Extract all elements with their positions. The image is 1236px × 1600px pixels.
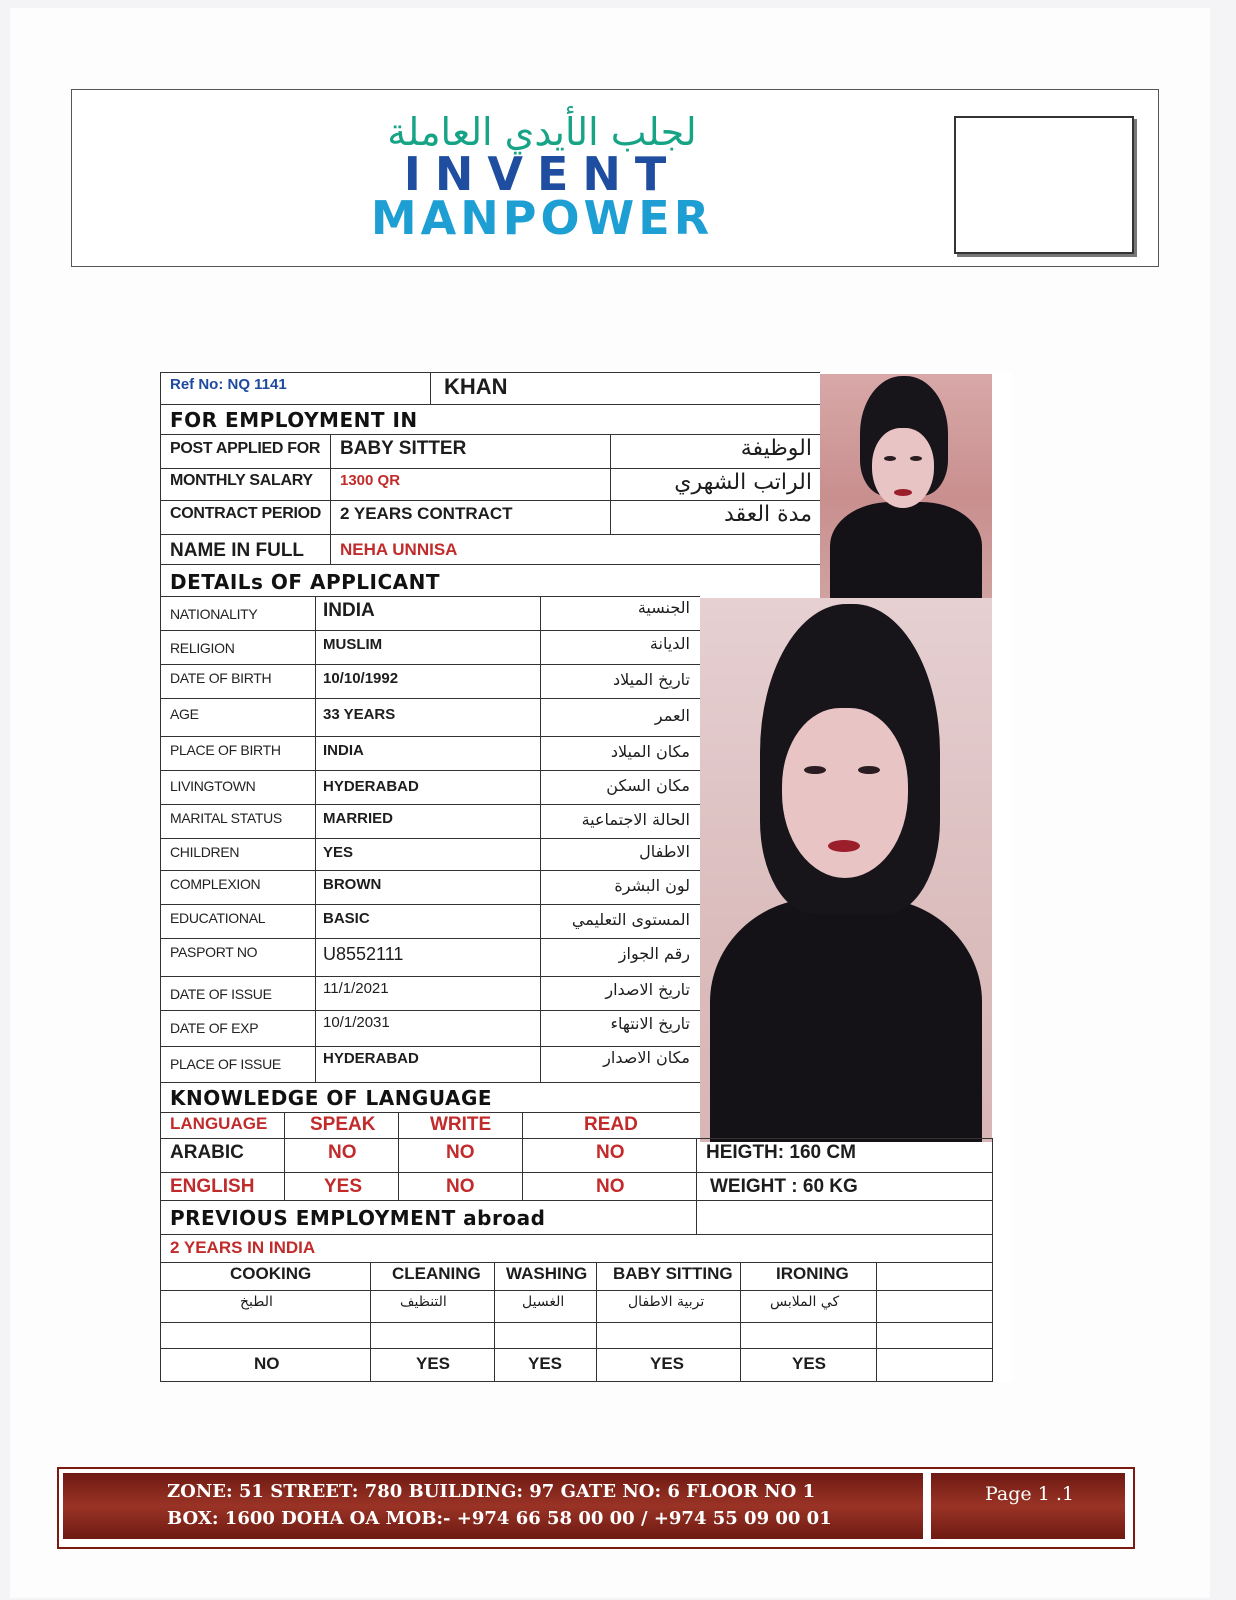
weight-value: WEIGHT : 60 KG: [710, 1176, 858, 1197]
issue-date-label: DATE OF ISSUE: [170, 986, 272, 1002]
religion-label: RELIGION: [170, 640, 235, 656]
section-previous-title: PREVIOUS EMPLOYMENT abroad: [170, 1206, 546, 1230]
skill-cleaning-value: YES: [416, 1354, 451, 1373]
lang-english-speak: YES: [324, 1176, 363, 1197]
address-line-2: BOX: 1600 DOHA OA MOB:- +974 66 58 00 00 / +974 55 09 00 01: [167, 1508, 832, 1529]
lang-header-write: WRITE: [430, 1114, 492, 1135]
dob-value: 10/10/1992: [323, 670, 399, 687]
skill-cleaning: CLEANING: [392, 1264, 481, 1283]
marital-value: MARRIED: [323, 810, 393, 827]
page-number: Page 1 .1: [985, 1483, 1074, 1505]
children-label: CHILDREN: [170, 844, 240, 860]
lang-header-read: READ: [584, 1114, 638, 1135]
skill-baby-sitting: BABY SITTING: [613, 1264, 733, 1283]
birthplace-arabic: مكان الميلاد: [610, 742, 690, 761]
religion-arabic: الديانة: [649, 634, 690, 653]
complexion-label: COMPLEXION: [170, 876, 261, 892]
lang-header-speak: SPEAK: [310, 1114, 376, 1135]
passport-value: U8552111: [323, 944, 404, 964]
nationality-value: INDIA: [323, 600, 375, 621]
applicant-photo-large: [700, 598, 992, 1142]
salary-label: MONTHLY SALARY: [170, 472, 313, 489]
fullname-label: NAME IN FULL: [170, 540, 305, 561]
livingtown-value: HYDERABAD: [323, 778, 419, 795]
skill-cooking-arabic: الطبخ: [240, 1294, 273, 1310]
exp-date-value: 10/1/2031: [323, 1014, 390, 1031]
children-value: YES: [323, 844, 354, 861]
lang-english-write: NO: [446, 1176, 475, 1197]
birthplace-value: INDIA: [323, 742, 364, 759]
skill-washing-arabic: الغسيل: [522, 1294, 565, 1310]
children-arabic: الاطفال: [639, 842, 690, 861]
company-logo: [262, 110, 822, 245]
issue-date-value: 11/1/2021: [323, 980, 389, 997]
skill-baby-sitting-arabic: تربية الاطفال: [628, 1294, 705, 1310]
letterhead: [71, 89, 1159, 267]
age-arabic: العمر: [654, 706, 690, 725]
passport-arabic: رقم الجواز: [618, 944, 690, 963]
height-value: HEIGTH: 160 CM: [706, 1142, 856, 1163]
religion-value: MUSLIM: [323, 636, 383, 653]
logo-line-manpower: MANPOWER: [370, 191, 714, 245]
nationality-arabic: الجنسية: [637, 598, 690, 617]
skill-ironing-arabic: كي الملابس: [770, 1294, 840, 1310]
skill-cooking-value: NO: [254, 1354, 280, 1373]
salary-value: 1300 QR: [340, 472, 401, 489]
exp-date-label: DATE OF EXP: [170, 1020, 259, 1036]
skill-washing: WASHING: [506, 1264, 588, 1283]
education-arabic: المستوى التعليمي: [571, 910, 690, 929]
lang-arabic-speak: NO: [328, 1142, 357, 1163]
passport-label: PASPORT NO: [170, 944, 258, 960]
skill-cooking: COOKING: [230, 1264, 312, 1283]
post-arabic: الوظيفة: [740, 436, 812, 461]
age-value: 33 YEARS: [323, 706, 396, 723]
complexion-value: BROWN: [323, 876, 382, 893]
applicant-photo-small: [820, 374, 992, 598]
section-language-title: KNOWLEDGE OF LANGUAGE: [170, 1086, 493, 1110]
contract-arabic: مدة العقد: [724, 502, 812, 527]
education-value: BASIC: [323, 910, 370, 927]
footer-address-band: [63, 1473, 923, 1539]
previous-employment-value: 2 YEARS IN INDIA: [170, 1238, 316, 1257]
nationality-label: NATIONALITY: [170, 606, 258, 622]
dob-arabic: تاريخ الميلاد: [613, 670, 690, 689]
post-label: POST APPLIED FOR: [170, 440, 321, 457]
lang-arabic-read: NO: [596, 1142, 625, 1163]
skill-baby-sitting-value: YES: [650, 1354, 685, 1373]
ref-number: Ref No: NQ 1141: [170, 376, 287, 393]
contract-value: 2 YEARS CONTRACT: [340, 504, 513, 523]
education-label: EDUCATIONAL: [170, 910, 266, 926]
skill-washing-value: YES: [528, 1354, 563, 1373]
surname: KHAN: [444, 374, 508, 399]
dob-label: DATE OF BIRTH: [170, 670, 272, 686]
skill-cleaning-arabic: التنظيف: [400, 1294, 447, 1310]
section-employment-title: FOR EMPLOYMENT IN: [170, 408, 418, 432]
marital-label: MARITAL STATUS: [170, 810, 282, 826]
footer-page-band: [931, 1473, 1125, 1539]
logo-arabic-text: لجلب الأيدي العاملة: [387, 110, 697, 154]
marital-arabic: الحالة الاجتماعية: [581, 810, 690, 829]
skill-ironing: IRONING: [776, 1264, 849, 1283]
skill-ironing-value: YES: [792, 1354, 827, 1373]
age-label: AGE: [170, 706, 199, 722]
salary-arabic: الراتب الشهري: [674, 470, 812, 495]
issue-place-value: HYDERABAD: [323, 1050, 419, 1067]
application-form: [160, 372, 1012, 1382]
birthplace-label: PLACE OF BIRTH: [170, 742, 281, 758]
complexion-arabic: لون البشرة: [614, 876, 690, 895]
lang-english-name: ENGLISH: [170, 1176, 255, 1197]
livingtown-arabic: مكان السكن: [606, 776, 690, 795]
livingtown-label: LIVINGTOWN: [170, 778, 256, 794]
lang-arabic-write: NO: [446, 1142, 475, 1163]
logo-line-invent: INVENT: [403, 147, 681, 201]
post-value: BABY SITTER: [340, 438, 467, 459]
fullname-value: NEHA UNNISA: [340, 540, 458, 559]
issue-date-arabic: تاريخ الاصدار: [605, 980, 690, 999]
section-details-title: DETAILs OF APPLICANT: [170, 570, 441, 594]
issue-place-label: PLACE OF ISSUE: [170, 1056, 281, 1072]
issue-place-arabic: مكان الاصدار: [603, 1048, 690, 1067]
lang-english-read: NO: [596, 1176, 625, 1197]
exp-date-arabic: تاريخ الانتهاء: [610, 1014, 690, 1033]
contract-label: CONTRACT PERIOD: [170, 505, 322, 522]
lang-arabic-name: ARABIC: [170, 1142, 244, 1163]
footer-address-bar: [57, 1467, 1135, 1549]
lang-header-language: LANGUAGE: [170, 1114, 268, 1133]
address-line-1: ZONE: 51 STREET: 780 BUILDING: 97 GATE NO: 6 FLOOR NO 1: [167, 1481, 816, 1502]
stamp-box: [954, 116, 1134, 254]
